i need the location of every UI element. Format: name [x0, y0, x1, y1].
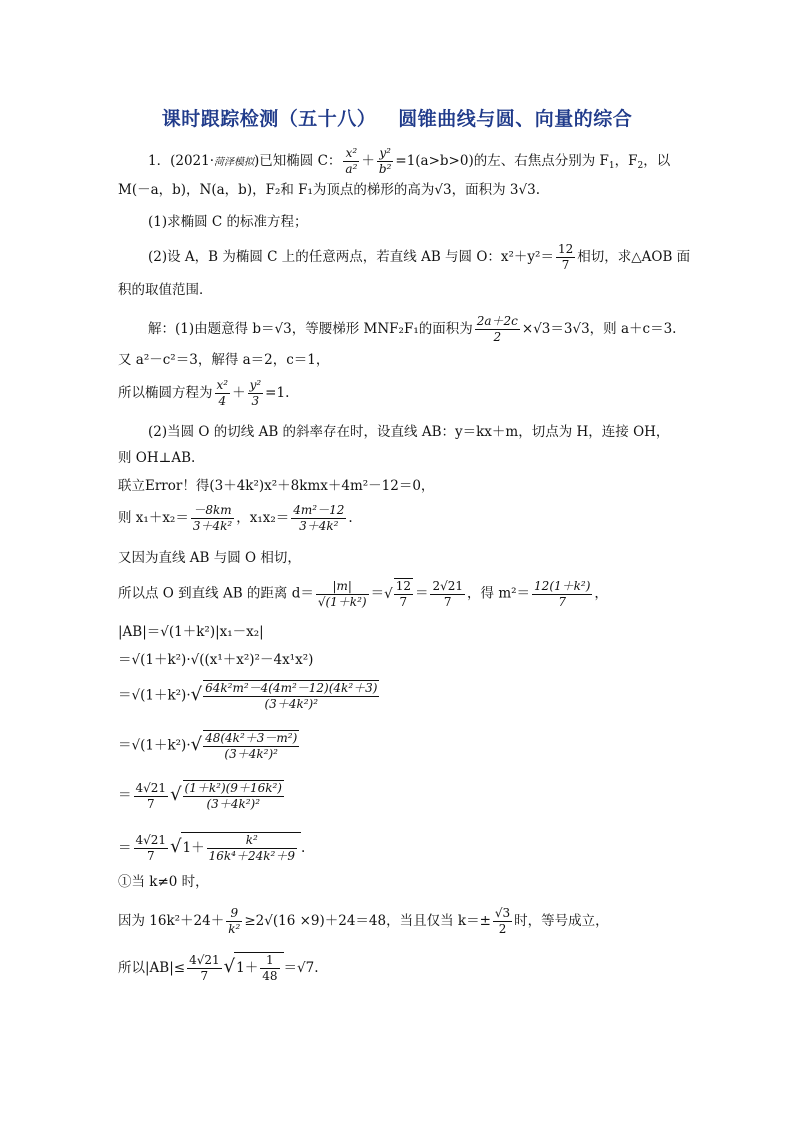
fraction-big-2: $\frac{\text{48(4k²＋3－m²)}}{\text{(3＋4k²)²}}$ [205, 731, 298, 761]
fraction-2a2c-2: $\frac{2a+2c}{2}$ [476, 314, 518, 344]
solution-line-10: |AB|＝√(1＋k²)|x₁－x₂| [118, 624, 264, 640]
problem-line-2: M(－a，b)，N(a，b)，F₂和 F₁为顶点的梯形的高为√3，面积为 3√3. [118, 182, 540, 198]
solution-line-12: ＝√(1＋k²)·√ $\frac{\text{64k²m²－4(4m²－12)(4k²＋3)}}{\text{(3＋4k²)²}}$ [118, 681, 378, 711]
solution-line-3: 所以椭圆方程为 $\frac{\text{x²}}{4}$ ＋ $\frac{\text{y²}}{3}$ =1. [118, 378, 290, 408]
fraction-2sqrt21-7: $\frac{2√21}{7}$ [432, 578, 464, 609]
problem-line-1: 1．(2021·菏泽模拟)已知椭圆 C： $\frac{\text{x²}}{\text{a²}}$ ＋ $\frac{\text{y²}}{\text{b²}}$ =1(a>b>0)的左、右焦点分别为 $F_1$，$F_2$，以 [148, 146, 671, 176]
title-part1: 课时跟踪检测（五十八） [161, 108, 377, 130]
fraction-4m2-12: $\frac{\text{4m²－12}}{\text{3＋4k²}}$ [293, 503, 345, 533]
fraction-sqrt12-7: $\frac{12}{7}$ [395, 579, 411, 609]
page-title [0, 104, 794, 131]
solution-line-11: ＝√(1＋k²)·√((x¹＋x²)²－4x¹x²) [118, 652, 314, 668]
solution-line-5: 则 OH⊥AB. [118, 450, 196, 466]
source-place: 菏泽模拟 [214, 157, 255, 168]
solution-line-8: 又因为直线 AB 与圆 O 相切， [118, 550, 301, 566]
fraction-x2-a2: $\frac{\text{x²}}{\text{a²}}$ [345, 146, 358, 176]
solution-line-17: 因为 16k²＋24＋ $\frac{9}{\text{k²}}$ ≥2√(16 ×9)＋24＝48，当且仅当 k＝± $\frac{√3}{2}$ 时，等号成立， [118, 906, 609, 936]
solution-line-6: 联立Error！得(3＋4k²)x²＋8kmx＋4m²－12＝0， [118, 478, 435, 494]
fraction-x2-4: $\frac{\text{x²}}{4}$ [216, 378, 229, 408]
solution-line-14: ＝ $\frac{4√21}{7}$ √ $\frac{\text{(1＋k²)(9＋16k²)}}{\text{(3＋4k²)²}}$ [118, 780, 282, 811]
question-1: (1)求椭圆 C 的标准方程； [148, 214, 308, 230]
fraction-y2-3: $\frac{\text{y²}}{3}$ [249, 378, 262, 408]
solution-line-15: ＝ $\frac{4√21}{7}$ √1＋ $\frac{\text{k²}}{\text{16k⁴＋24k²＋9}}$ . [118, 833, 306, 863]
fraction-neg8km: $\frac{-8km}{\text{3＋4k²}}$ [192, 503, 233, 533]
fraction-big-4: $\frac{\text{k²}}{\text{16k⁴＋24k²＋9}}$ [208, 833, 295, 863]
solution-line-7: 则 x₁＋x₂＝ $\frac{-8km}{\text{3＋4k²}}$ ，x₁x₂＝ $\frac{\text{4m²－12}}{\text{3＋4k²}}$ . [118, 503, 353, 533]
fraction-12-7: $\frac{12}{7}$ [557, 242, 574, 272]
fraction-1-48: $\frac{1}{48}$ [262, 953, 278, 983]
solution-line-4: (2)当圆 O 的切线 AB 的斜率存在时，设直线 AB：y＝kx＋m，切点为 H，连接 OH， [148, 424, 670, 440]
fraction-absm: $\frac{|m|}{\text{√(1＋k²)}}$ [317, 578, 367, 609]
title-part2: 圆锥曲线与圆、向量的综合 [398, 108, 633, 130]
fraction-big-1: $\frac{\text{64k²m²－4(4m²－12)(4k²＋3)}}{\text{(3＋4k²)²}}$ [205, 681, 378, 711]
fraction-big-3: $\frac{\text{(1＋k²)(9＋16k²)}}{\text{(3＋4k²)²}}$ [184, 781, 282, 811]
fraction-4sqrt21-7-a: $\frac{4√21}{7}$ [135, 780, 167, 811]
question-2-line-1: (2)设 A，B 为椭圆 C 上的任意两点，若直线 AB 与圆 O：x²＋y²＝ $\frac{12}{7}$ 相切，求△AOB 面 [148, 242, 691, 272]
problem-number: 1． [148, 153, 171, 169]
solution-line-18: 所以|AB|≤ $\frac{4√21}{7}$ √1＋ $\frac{1}{48}$ ＝√7. [118, 953, 319, 983]
solution-line-13: ＝√(1＋k²)·√ $\frac{\text{48(4k²＋3－m²)}}{\text{(3＋4k²)²}}$ [118, 731, 298, 761]
solution-line-9: 所以点 O 到直线 AB 的距离 d＝ $\frac{|m|}{\text{√(1＋k²)}}$ ＝√ $\frac{12}{7}$ ＝ $\frac{2√21}{7}$ ，得 m²＝ $\frac{\text{12(1＋k²)}}{7}$ ， [118, 578, 608, 609]
fraction-9-k2: $\frac{9}{\text{k²}}$ [228, 906, 241, 936]
fraction-y2-b2: $\frac{\text{y²}}{\text{b²}}$ [378, 146, 392, 176]
question-2-line-2: 积的取值范围． [118, 282, 213, 298]
fraction-sqrt3-2: $\frac{√3}{2}$ [494, 906, 511, 936]
solution-line-1: 解：(1)由题意得 b＝√3，等腰梯形 MNF₂F₁的面积为 $\frac{2a+2c}{2}$ ×√3＝3√3，则 a＋c＝3. [148, 314, 677, 344]
solution-line-16: ①当 k≠0 时， [118, 874, 209, 890]
solution-line-2: 又 a²－c²＝3，解得 a＝2，c＝1， [118, 352, 330, 368]
fraction-m2-value: $\frac{\text{12(1＋k²)}}{7}$ [534, 578, 591, 609]
fraction-4sqrt21-7-b: $\frac{4√21}{7}$ [135, 833, 167, 863]
fraction-4sqrt21-7-c: $\frac{4√21}{7}$ [189, 953, 220, 983]
